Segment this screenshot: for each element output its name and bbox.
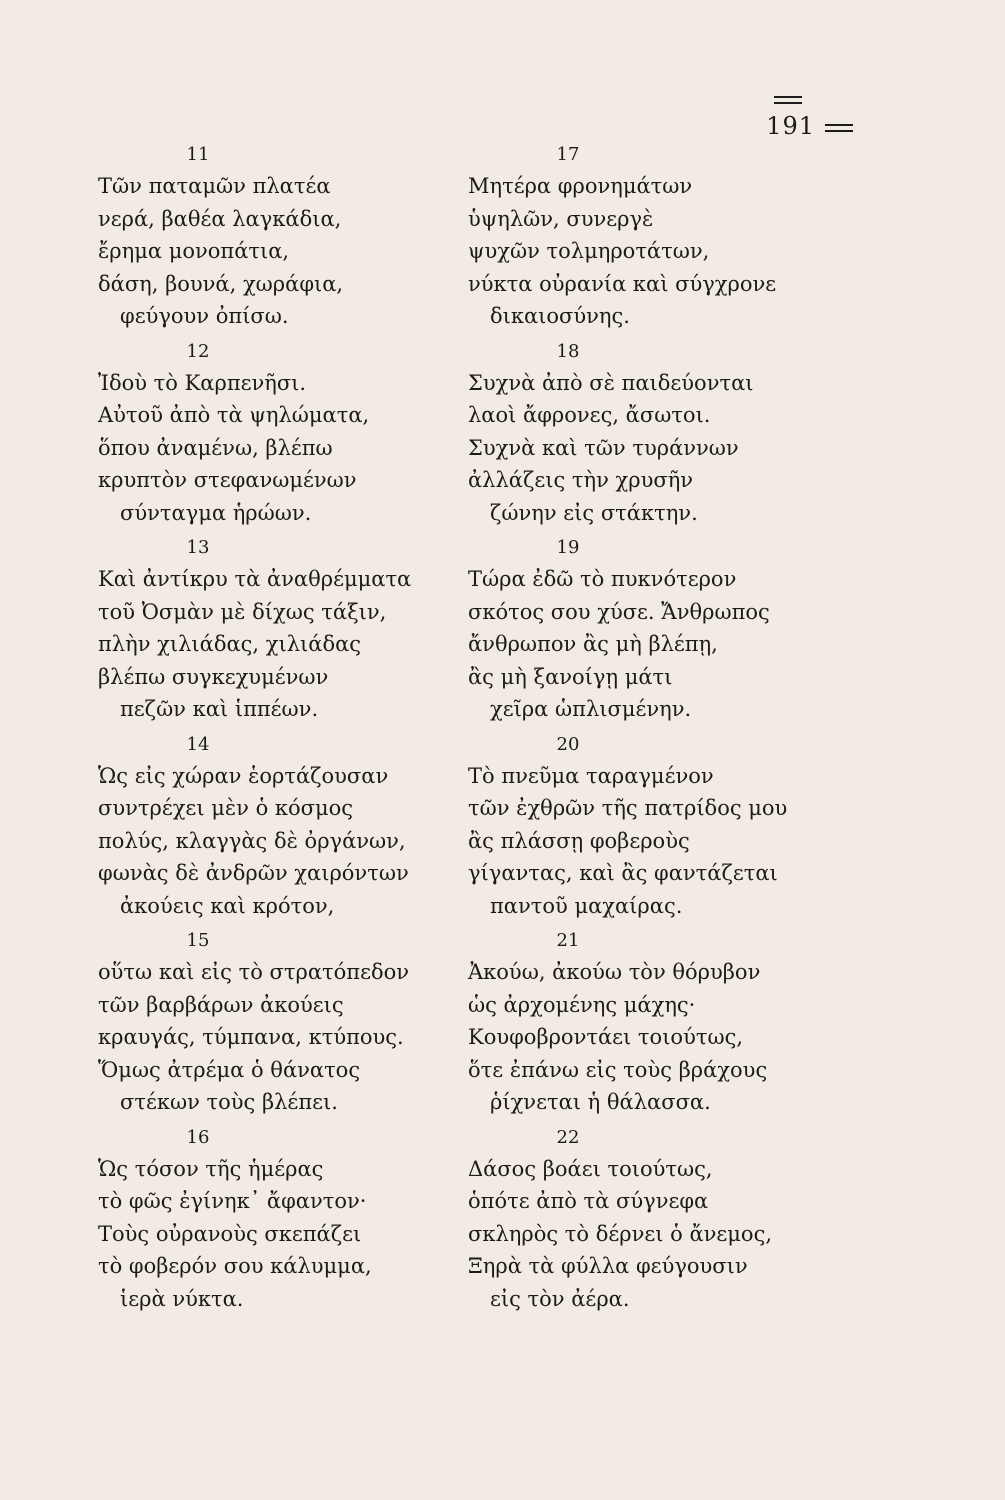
stanza: [98, 1123, 458, 1320]
verse-line: τὸ φῶς ἐγίνηκ᾿ ἄφαντον·: [98, 1189, 367, 1213]
verse-line: τῶν ἐχθρῶν τῆς πατρίδος μου: [468, 796, 788, 820]
stanza-number: 18: [556, 340, 580, 362]
stanza: [98, 926, 458, 1123]
verse-line: Συχνὰ καὶ τῶν τυράννων: [468, 435, 739, 460]
verse-line: λαοὶ ἄφρονες, ἄσωτοι.: [468, 403, 711, 427]
stanza-number: 22: [556, 1126, 580, 1148]
verse-line: σκληρὸς τὸ δέρνει ὁ ἄνεμος,: [468, 1221, 773, 1246]
verse-line: Ὅμως ἀτρέμα ὁ θάνατος: [98, 1057, 361, 1082]
page-number: [766, 84, 845, 140]
verse-line: στέκων τοὺς βλέπει.: [120, 1090, 338, 1114]
verse-line: Καὶ ἀντίκρυ τὰ ἀναθρέμματα: [98, 567, 412, 591]
stanza: [468, 1123, 828, 1320]
verse-line: δάση, βουνά, χωράφια,: [98, 271, 344, 296]
page-number-rule-left: [774, 96, 802, 104]
stanza: [468, 140, 828, 337]
verse-line: ἀλλάζεις τὴν χρυσῆν: [468, 468, 694, 492]
verse-line: Τὸ πνεῦμα ταραγμένον: [468, 763, 714, 788]
stanza-number: 12: [186, 340, 210, 362]
verse-line: πολύς, κλαγγὰς δὲ ὀργάνων,: [98, 828, 406, 853]
verse-line: σύνταγμα ἡρώων.: [120, 500, 312, 525]
verse-line: Τοὺς οὐρανοὺς σκεπάζει: [98, 1221, 362, 1246]
verse-line: οὕτω καὶ εἰς τὸ στρατόπεδον: [98, 960, 410, 984]
verse-line: κρυπτὸν στεφανωμένων: [98, 468, 357, 492]
verse-line: Ξηρὰ τὰ φύλλα φεύγουσιν: [468, 1254, 748, 1278]
left-column: [98, 140, 458, 1319]
verse-line: Συχνὰ ἀπὸ σὲ παιδεύονται: [468, 370, 754, 395]
stanza-number: 11: [186, 144, 210, 165]
verse-line: Κουφοβροντάει τοιούτως,: [468, 1025, 744, 1049]
verse-line: συντρέχει μὲν ὁ κόσμος: [98, 796, 354, 820]
stanza: [98, 140, 458, 337]
stanza-number: 19: [556, 537, 580, 558]
stanza-number: 16: [186, 1126, 210, 1148]
verse-line: νύκτα οὐρανία καὶ σύγχρονε: [468, 271, 777, 296]
verse-line: ὁπότε ἀπὸ τὰ σύγνεφα: [468, 1189, 709, 1213]
verse-line: ὡς ἀρχομένης μάχης·: [468, 992, 696, 1017]
verse-line: πλὴν χιλιάδας, χιλιάδας: [98, 632, 362, 656]
verse-line: Αὐτοῦ ἀπὸ τὰ ψηλώματα,: [98, 403, 370, 427]
stanza: [468, 926, 828, 1123]
verse-line: ψυχῶν τολμηροτάτων,: [468, 239, 710, 263]
verse-line: ζώνην εἰς στάκτην.: [490, 500, 698, 525]
verse-line: δικαιοσύνης.: [490, 304, 630, 328]
verse-line: φωνὰς δὲ ἀνδρῶν χαιρόντων: [98, 861, 409, 885]
stanza: [98, 533, 458, 730]
verse-line: ἄνθρωπον ἂς μὴ βλέπῃ,: [468, 632, 718, 656]
stanza-number: 14: [186, 733, 210, 755]
stanza: [468, 730, 828, 927]
verse-line: γίγαντας, καὶ ἂς φαντάζεται: [468, 861, 778, 885]
verse-line: τοῦ Ὀσμὰν μὲ δίχως τάξιν,: [98, 599, 387, 624]
verse-line: ὅπου ἀναμένω, βλέπω: [98, 435, 333, 460]
verse-line: Δάσος βοάει τοιούτως,: [468, 1156, 713, 1181]
stanza: [98, 337, 458, 534]
verse-line: ὑψηλῶν, συνεργὲ: [468, 206, 654, 231]
verse-line: Ὡς εἰς χώραν ἑορτάζουσαν: [98, 763, 389, 788]
verse-line: Μητέρα φρονημάτων: [468, 174, 693, 198]
verse-line: Ἀκούω, ἀκούω τὸν θόρυβον: [468, 960, 761, 984]
verse-line: σκότος σου χύσε. Ἄνθρωπος: [468, 599, 770, 624]
verse-line: χεῖρα ὡπλισμένην.: [490, 697, 692, 721]
verse-line: Ἰδοὺ τὸ Καρπενῆσι.: [98, 370, 307, 395]
verse-line: βλέπω συγκεχυμένων: [98, 664, 329, 689]
verse-line: Τῶν παταμῶν πλατέα: [98, 174, 331, 198]
verse-line: ἂς πλάσσῃ φοβεροὺς: [468, 828, 690, 853]
page-number-rule-right: [825, 124, 853, 132]
verse-line: ἂς μὴ ξανοίγῃ μάτι: [468, 664, 673, 689]
verse-line: παντοῦ μαχαίρας.: [490, 893, 683, 918]
verse-line: πεζῶν καὶ ἱππέων.: [120, 697, 319, 721]
verse-line: κραυγάς, τύμπανα, κτύπους.: [98, 1025, 404, 1049]
stanza-number: 17: [556, 144, 580, 165]
stanza-number: 21: [556, 930, 580, 951]
stanza-number: 15: [186, 930, 210, 951]
verse-line: ἀκούεις καὶ κρότον,: [120, 893, 335, 918]
stanza-number: 13: [186, 537, 210, 558]
stanza: [98, 730, 458, 927]
stanza: [468, 337, 828, 534]
verse-line: ῥίχνεται ἡ θάλασσα.: [490, 1090, 711, 1114]
verse-line: νερά, βαθέα λαγκάδια,: [98, 206, 342, 231]
stanza-number: 20: [556, 733, 580, 755]
verse-line: ὅτε ἐπάνω εἰς τοὺς βράχους: [468, 1057, 768, 1082]
verse-line: ἔρημα μονοπάτια,: [98, 239, 290, 263]
verse-line: Ὡς τόσον τῆς ἡμέρας: [98, 1156, 324, 1181]
right-column: [468, 140, 828, 1319]
stanza: [468, 533, 828, 730]
verse-line: Τώρα ἐδῶ τὸ πυκνότερον: [468, 567, 737, 591]
verse-line: τὸ φοβερόν σου κάλυμμα,: [98, 1254, 372, 1278]
verse-line: φεύγουν ὀπίσω.: [120, 304, 289, 328]
verse-line: εἰς τὸν ἀέρα.: [490, 1286, 630, 1311]
verse-line: ἱερὰ νύκτα.: [120, 1286, 244, 1311]
verse-line: τῶν βαρβάρων ἀκούεις: [98, 992, 344, 1017]
page-number-text: 191: [766, 112, 815, 140]
